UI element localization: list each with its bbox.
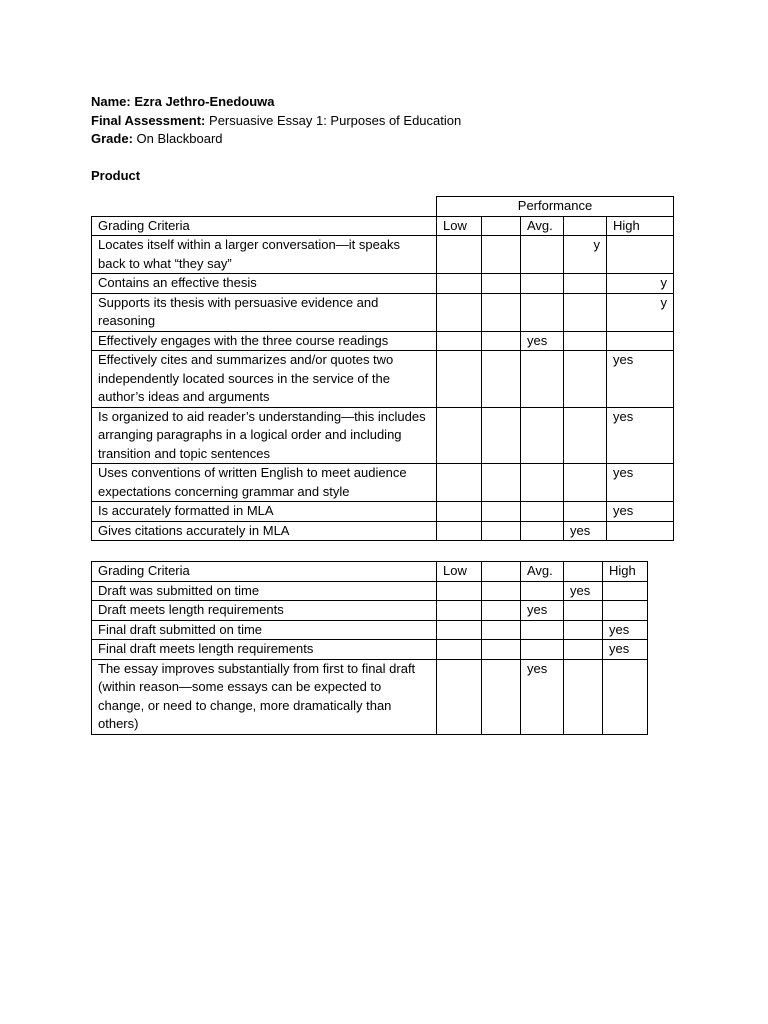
rating-cell bbox=[482, 502, 521, 522]
section-title: Product bbox=[91, 167, 141, 183]
column-header bbox=[564, 562, 603, 582]
student-name-line bbox=[91, 93, 691, 112]
column-header: Avg. bbox=[521, 562, 564, 582]
rating-cell bbox=[437, 331, 482, 351]
table-row bbox=[92, 331, 674, 351]
rating-cell bbox=[437, 620, 482, 640]
column-header: Grading Criteria bbox=[92, 562, 437, 582]
performance-header-row bbox=[92, 197, 674, 217]
rating-cell bbox=[607, 521, 674, 541]
rating-cell bbox=[437, 274, 482, 294]
rating-cell bbox=[521, 502, 564, 522]
rating-cell: yes bbox=[603, 640, 648, 660]
rating-cell bbox=[564, 464, 607, 502]
rating-cell bbox=[564, 331, 607, 351]
rating-cell bbox=[482, 601, 521, 621]
rating-cell bbox=[521, 407, 564, 464]
rating-cell bbox=[437, 521, 482, 541]
criteria-cell: Final draft meets length requirements bbox=[92, 640, 437, 660]
rating-cell bbox=[603, 581, 648, 601]
rating-cell bbox=[521, 581, 564, 601]
table-row bbox=[92, 502, 674, 522]
rating-cell bbox=[521, 464, 564, 502]
criteria-cell: Gives citations accurately in MLA bbox=[92, 521, 437, 541]
rating-cell: yes bbox=[607, 464, 674, 502]
grade-line bbox=[91, 130, 691, 149]
criteria-cell: Draft was submitted on time bbox=[92, 581, 437, 601]
rating-cell bbox=[437, 464, 482, 502]
rating-cell bbox=[482, 407, 521, 464]
column-header: Avg. bbox=[521, 216, 564, 236]
assessment-line bbox=[91, 112, 691, 131]
product-rubric-table bbox=[91, 196, 674, 541]
table-row bbox=[92, 640, 648, 660]
rating-cell bbox=[607, 331, 674, 351]
process-rubric-table bbox=[91, 561, 648, 735]
rating-cell bbox=[564, 601, 603, 621]
rating-cell: yes bbox=[607, 502, 674, 522]
rating-cell bbox=[564, 640, 603, 660]
criteria-cell: Effectively engages with the three course readings bbox=[92, 331, 437, 351]
rating-cell: yes bbox=[521, 601, 564, 621]
rating-cell bbox=[437, 502, 482, 522]
name-label: Name: bbox=[91, 94, 131, 109]
grade-label: Grade: bbox=[91, 131, 133, 146]
rating-cell bbox=[482, 464, 521, 502]
rating-cell: y bbox=[607, 293, 674, 331]
rating-cell bbox=[521, 351, 564, 408]
rating-cell bbox=[482, 521, 521, 541]
rating-cell bbox=[603, 601, 648, 621]
rating-cell: yes bbox=[603, 620, 648, 640]
rating-cell bbox=[521, 274, 564, 294]
grade-value: On Blackboard bbox=[136, 131, 223, 146]
rating-cell bbox=[437, 659, 482, 734]
column-header: High bbox=[607, 216, 674, 236]
table-row bbox=[92, 236, 674, 274]
rating-cell: yes bbox=[564, 581, 603, 601]
rating-cell bbox=[564, 502, 607, 522]
rating-cell bbox=[437, 407, 482, 464]
table-row bbox=[92, 521, 674, 541]
column-header bbox=[482, 216, 521, 236]
column-header bbox=[482, 562, 521, 582]
rating-cell bbox=[482, 274, 521, 294]
assessment-title: Persuasive Essay 1: Purposes of Education bbox=[209, 112, 462, 128]
rating-cell bbox=[482, 581, 521, 601]
column-header: High bbox=[603, 562, 648, 582]
rating-cell bbox=[564, 351, 607, 408]
rating-cell bbox=[437, 601, 482, 621]
column-header: Low bbox=[437, 216, 482, 236]
criteria-cell: Is accurately formatted in MLA bbox=[92, 502, 437, 522]
criteria-cell: Supports its thesis with persuasive evidence and reasoning bbox=[92, 293, 437, 331]
rating-cell bbox=[437, 351, 482, 408]
rating-cell bbox=[521, 640, 564, 660]
rating-cell bbox=[521, 521, 564, 541]
table-row bbox=[92, 620, 648, 640]
rating-cell bbox=[521, 236, 564, 274]
rating-cell bbox=[564, 659, 603, 734]
table-row bbox=[92, 407, 674, 464]
rating-cell bbox=[603, 659, 648, 734]
criteria-cell: Is organized to aid reader’s understanding—this includes arranging paragraphs in a logical order and including transition and topic sentences bbox=[92, 407, 437, 464]
criteria-cell: The essay improves substantially from first to final draft (within reason—some essays can be expected to change, or need to change, more dramatically than others) bbox=[92, 659, 437, 734]
column-header-row bbox=[92, 216, 674, 236]
rating-cell bbox=[607, 236, 674, 274]
rating-cell: yes bbox=[607, 407, 674, 464]
rating-cell bbox=[482, 293, 521, 331]
blank-cell bbox=[92, 197, 437, 217]
criteria-cell: Effectively cites and summarizes and/or quotes two independently located sources in the service of the author’s ideas and arguments bbox=[92, 351, 437, 408]
column-header bbox=[564, 216, 607, 236]
rating-cell bbox=[564, 274, 607, 294]
rating-cell: yes bbox=[521, 331, 564, 351]
criteria-cell: Locates itself within a larger conversation—it speaks back to what “they say” bbox=[92, 236, 437, 274]
rating-cell bbox=[482, 331, 521, 351]
criteria-cell: Final draft submitted on time bbox=[92, 620, 437, 640]
rating-cell bbox=[437, 581, 482, 601]
criteria-cell: Draft meets length requirements bbox=[92, 601, 437, 621]
rating-cell bbox=[564, 293, 607, 331]
student-name: Ezra Jethro-Enedouwa bbox=[134, 94, 275, 109]
column-header: Grading Criteria bbox=[92, 216, 437, 236]
rating-cell bbox=[437, 640, 482, 660]
assessment-label: Final Assessment: bbox=[91, 112, 206, 128]
column-header-row bbox=[92, 562, 648, 582]
rating-cell: y bbox=[564, 236, 607, 274]
table-row bbox=[92, 464, 674, 502]
performance-header: Performance bbox=[437, 197, 674, 217]
rating-cell bbox=[482, 620, 521, 640]
rating-cell bbox=[437, 293, 482, 331]
rating-cell bbox=[521, 293, 564, 331]
column-header: Low bbox=[437, 562, 482, 582]
criteria-cell: Uses conventions of written English to meet audience expectations concerning grammar and style bbox=[92, 464, 437, 502]
rating-cell: y bbox=[607, 274, 674, 294]
rating-cell bbox=[437, 236, 482, 274]
rating-cell: yes bbox=[607, 351, 674, 408]
rating-cell bbox=[564, 620, 603, 640]
rating-cell bbox=[521, 620, 564, 640]
rating-cell bbox=[564, 407, 607, 464]
table-row bbox=[92, 601, 648, 621]
document-page bbox=[91, 93, 691, 735]
table-row bbox=[92, 293, 674, 331]
rating-cell bbox=[482, 659, 521, 734]
criteria-cell: Contains an effective thesis bbox=[92, 274, 437, 294]
rating-cell bbox=[482, 236, 521, 274]
table-row bbox=[92, 581, 648, 601]
rating-cell: yes bbox=[564, 521, 607, 541]
rating-cell: yes bbox=[521, 659, 564, 734]
rating-cell bbox=[482, 351, 521, 408]
table-row bbox=[92, 351, 674, 408]
rating-cell bbox=[482, 640, 521, 660]
table-row bbox=[92, 274, 674, 294]
table-row bbox=[92, 659, 648, 734]
